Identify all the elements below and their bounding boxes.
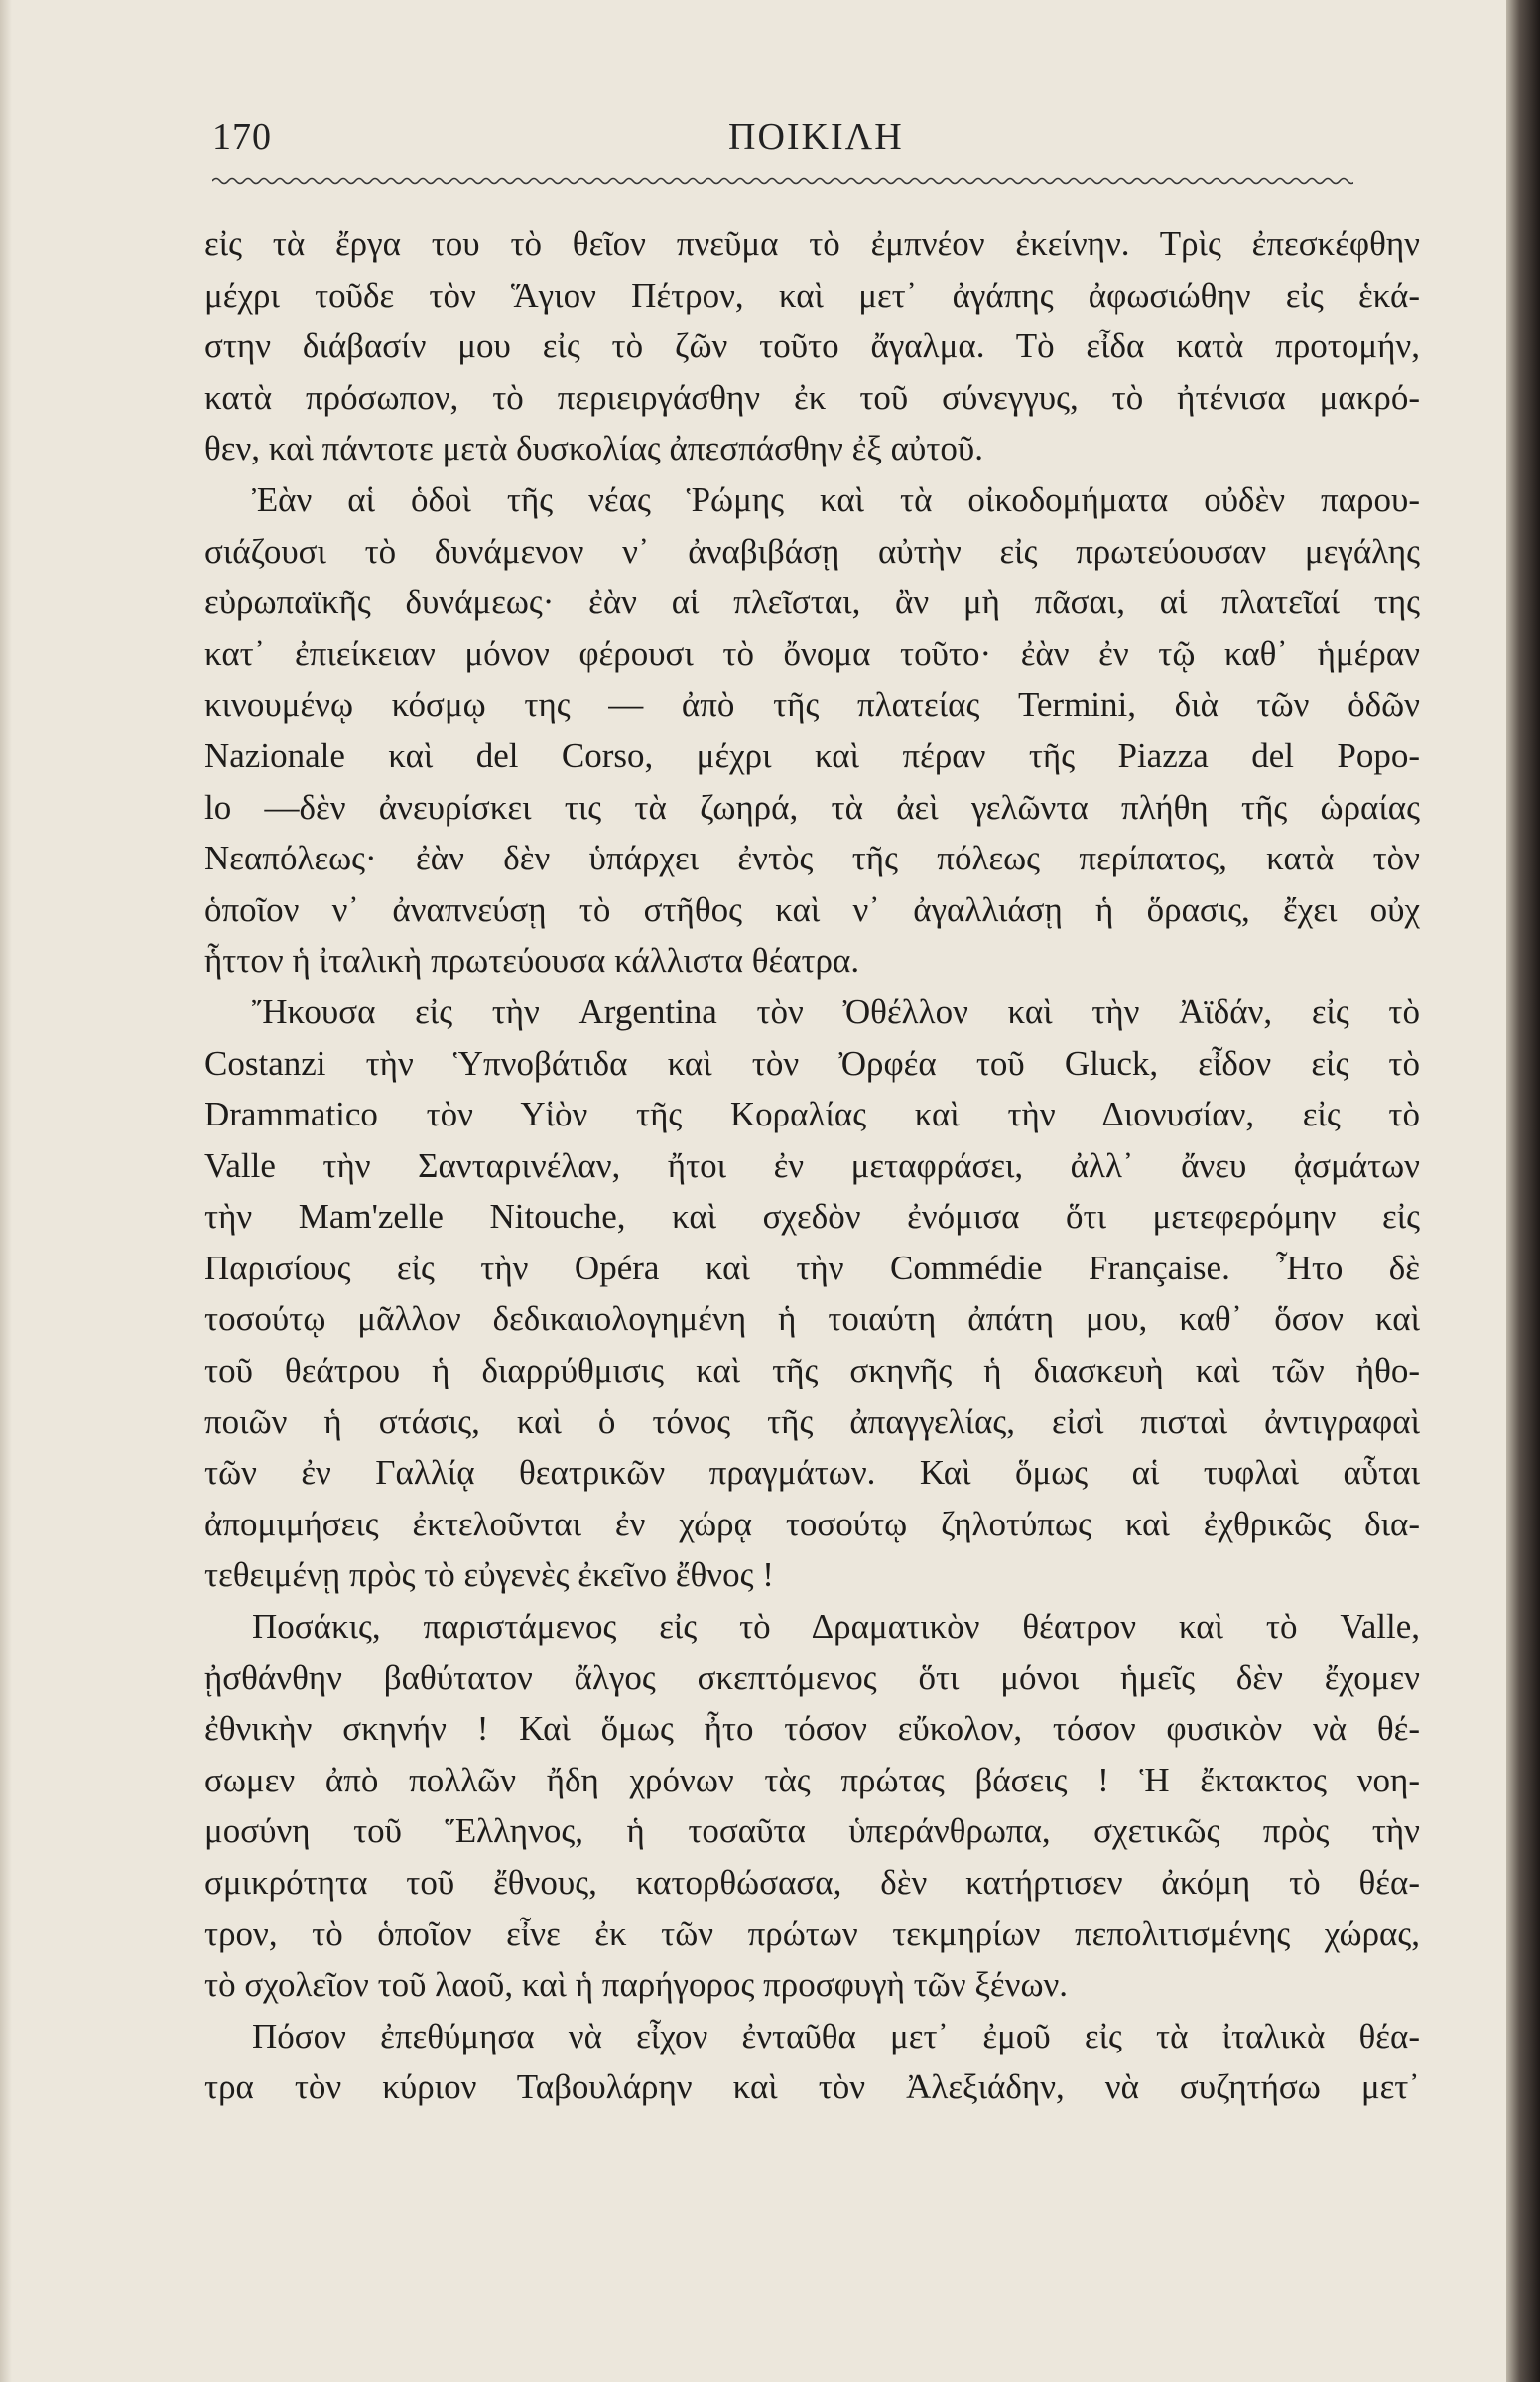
text-line: Ποσάκις, παριστάμενος εἰς τὸ Δραματικὸν θέατρον καὶ τὸ Valle, — [252, 1607, 1420, 1647]
text-line: Drammatico τὸν Υἱὸν τῆς Κοραλίας καὶ τὴν Διονυσίαν, εἰς τὸ — [204, 1095, 1420, 1134]
text-line: lo —δὲν ἀνευρίσκει τις τὰ ζωηρά, τὰ ἀεὶ γελῶντα πλήθη τῆς ὡραίας — [204, 787, 1420, 827]
text-line: τὸ σχολεῖον τοῦ λαοῦ, καὶ ἡ παρήγορος προσφυγὴ τῶν ξένων. — [204, 1965, 1069, 2005]
text-line: ἐθνικὴν σκηνήν ! Καὶ ὅμως ἦτο τόσον εὔκολον, τόσον φυσικὸν νὰ θέ- — [204, 1709, 1420, 1749]
text-line: τεθειμένῃ πρὸς τὸ εὐγενὲς ἐκεῖνο ἔθνος ! — [204, 1555, 774, 1595]
text-line: θεν, καὶ πάντοτε μετὰ δυσκολίας ἀπεσπάσθην ἐξ αὐτοῦ. — [204, 429, 983, 468]
text-line: τὴν Mam'zelle Nitouche, καὶ σχεδὸν ἐνόμισα ὅτι μετεφερόμην εἰς — [204, 1197, 1420, 1237]
text-line: ὁποῖον ν᾽ ἀναπνεύσῃ τὸ στῆθος καὶ ν᾽ ἀγαλλιάσῃ ἡ ὅρασις, ἔχει οὐχ — [204, 889, 1420, 929]
text-line: Παρισίους εἰς τὴν Opéra καὶ τὴν Commédie Française. Ἦτο δὲ — [204, 1248, 1420, 1287]
text-line: Ἐὰν αἱ ὁδοὶ τῆς νέας Ῥώμης καὶ τὰ οἰκοδομήματα οὐδὲν παρου- — [252, 479, 1420, 519]
page-right-edge-shadow — [1506, 0, 1540, 2382]
text-line: μέχρι τοῦδε τὸν Ἅγιον Πέτρον, καὶ μετ᾽ ἀγάπης ἀφωσιώθην εἰς ἑκά- — [204, 275, 1420, 315]
page-left-edge — [0, 0, 12, 2382]
text-line: ποιῶν ἡ στάσις, καὶ ὁ τόνος τῆς ἀπαγγελίας, εἰσὶ πισταὶ ἀντιγραφαὶ — [204, 1401, 1420, 1441]
text-line: Valle τὴν Σανταρινέλαν, ἤτοι ἐν μεταφράσει, ἀλλ᾽ ἄνευ ᾀσμάτων — [204, 1145, 1420, 1185]
page-number: 170 — [212, 116, 272, 158]
running-title: ΠΟΙΚΙΛΗ — [728, 116, 904, 158]
text-line: Ἤκουσα εἰς τὴν Argentina τὸν Ὀθέλλον καὶ τὴν Ἀϊδάν, εἰς τὸ — [252, 992, 1420, 1031]
text-line: κατ᾽ ἐπιείκειαν μόνον φέρουσι τὸ ὄνομα τοῦτο· ἐὰν ἐν τῷ καθ᾽ ἡμέραν — [204, 633, 1420, 673]
text-line: στην διάβασίν μου εἰς τὸ ζῶν τοῦτο ἄγαλμα. Τὸ εἶδα κατὰ προτομήν, — [204, 327, 1420, 366]
text-line: τοῦ θεάτρου ἡ διαρρύθμισις καὶ τῆς σκηνῆς ἡ διασκευὴ καὶ τῶν ἠθο- — [204, 1351, 1420, 1390]
text-line: σμικρότητα τοῦ ἔθνους, κατορθώσασα, δὲν κατήρτισεν ἀκόμη τὸ θέα- — [204, 1863, 1420, 1902]
text-line: Νεαπόλεως· ἐὰν δὲν ὑπάρχει ἐντὸς τῆς πόλεως περίπατος, κατὰ τὸν — [204, 839, 1420, 878]
text-line: κατὰ πρόσωπον, τὸ περιειργάσθην ἐκ τοῦ σύνεγγυς, τὸ ἠτένισα μακρό- — [204, 377, 1420, 417]
text-line: τρα τὸν κύριον Ταβουλάρην καὶ τὸν Ἀλεξιάδην, νὰ συζητήσω μετ᾽ — [204, 2067, 1420, 2107]
text-line: ἧττον ἡ ἰταλικὴ πρωτεύουσα κάλλιστα θέατρα. — [204, 941, 860, 981]
body-text — [204, 218, 1420, 2113]
text-line: σωμεν ἀπὸ πολλῶν ἤδη χρόνων τὰς πρώτας βάσεις ! Ἡ ἔκτακτος νοη- — [204, 1760, 1420, 1799]
text-line: Πόσον ἐπεθύμησα νὰ εἶχον ἐνταῦθα μετ᾽ ἐμοῦ εἰς τὰ ἰταλικὰ θέα- — [252, 2016, 1420, 2055]
text-line: εἰς τὰ ἔργα του τὸ θεῖον πνεῦμα τὸ ἐμπνέον ἐκείνην. Τρὶς ἐπεσκέφθην — [204, 224, 1420, 263]
text-line: τρον, τὸ ὁποῖον εἶνε ἐκ τῶν πρώτων τεκμηρίων πεπολιτισμένης χώρας, — [204, 1914, 1420, 1953]
text-line: μοσύνη τοῦ Ἕλληνος, ἡ τοσαῦτα ὑπεράνθρωπα, σχετικῶς πρὸς τὴν — [204, 1811, 1420, 1851]
text-line: Costanzi τὴν Ὑπνοβάτιδα καὶ τὸν Ὀρφέα τοῦ Gluck, εἶδον εἰς τὸ — [204, 1043, 1420, 1083]
text-line: τῶν ἐν Γαλλίᾳ θεατρικῶν πραγμάτων. Καὶ ὅμως αἱ τυφλαὶ αὗται — [204, 1453, 1420, 1493]
text-line: εὐρωπαϊκῆς δυνάμεως· ἐὰν αἱ πλεῖσται, ἂν μὴ πᾶσαι, αἱ πλατεῖαί της — [204, 583, 1420, 622]
text-line: ᾐσθάνθην βαθύτατον ἄλγος σκεπτόμενος ὅτι μόνοι ἡμεῖς δὲν ἔχομεν — [204, 1657, 1420, 1697]
text-line: σιάζουσι τὸ δυνάμενον ν᾽ ἀναβιβάσῃ αὐτὴν εἰς πρωτεύουσαν μεγάλης — [204, 531, 1420, 571]
page-header — [212, 111, 1353, 171]
header-wavy-rule — [212, 175, 1353, 187]
text-line: τοσούτῳ μᾶλλον δεδικαιολογημένη ἡ τοιαύτη ἀπάτη μου, καθ᾽ ὅσον καὶ — [204, 1299, 1420, 1339]
text-line: Nazionale καὶ del Corso, μέχρι καὶ πέραν τῆς Piazza del Popo- — [204, 735, 1420, 775]
text-line: ἀπομιμήσεις ἐκτελοῦνται ἐν χώρᾳ τοσούτῳ ζηλοτύπως καὶ ἐχθρικῶς δια- — [204, 1504, 1420, 1543]
text-line: κινουμένῳ κόσμῳ της — ἀπὸ τῆς πλατείας Termini, διὰ τῶν ὁδῶν — [204, 685, 1420, 725]
